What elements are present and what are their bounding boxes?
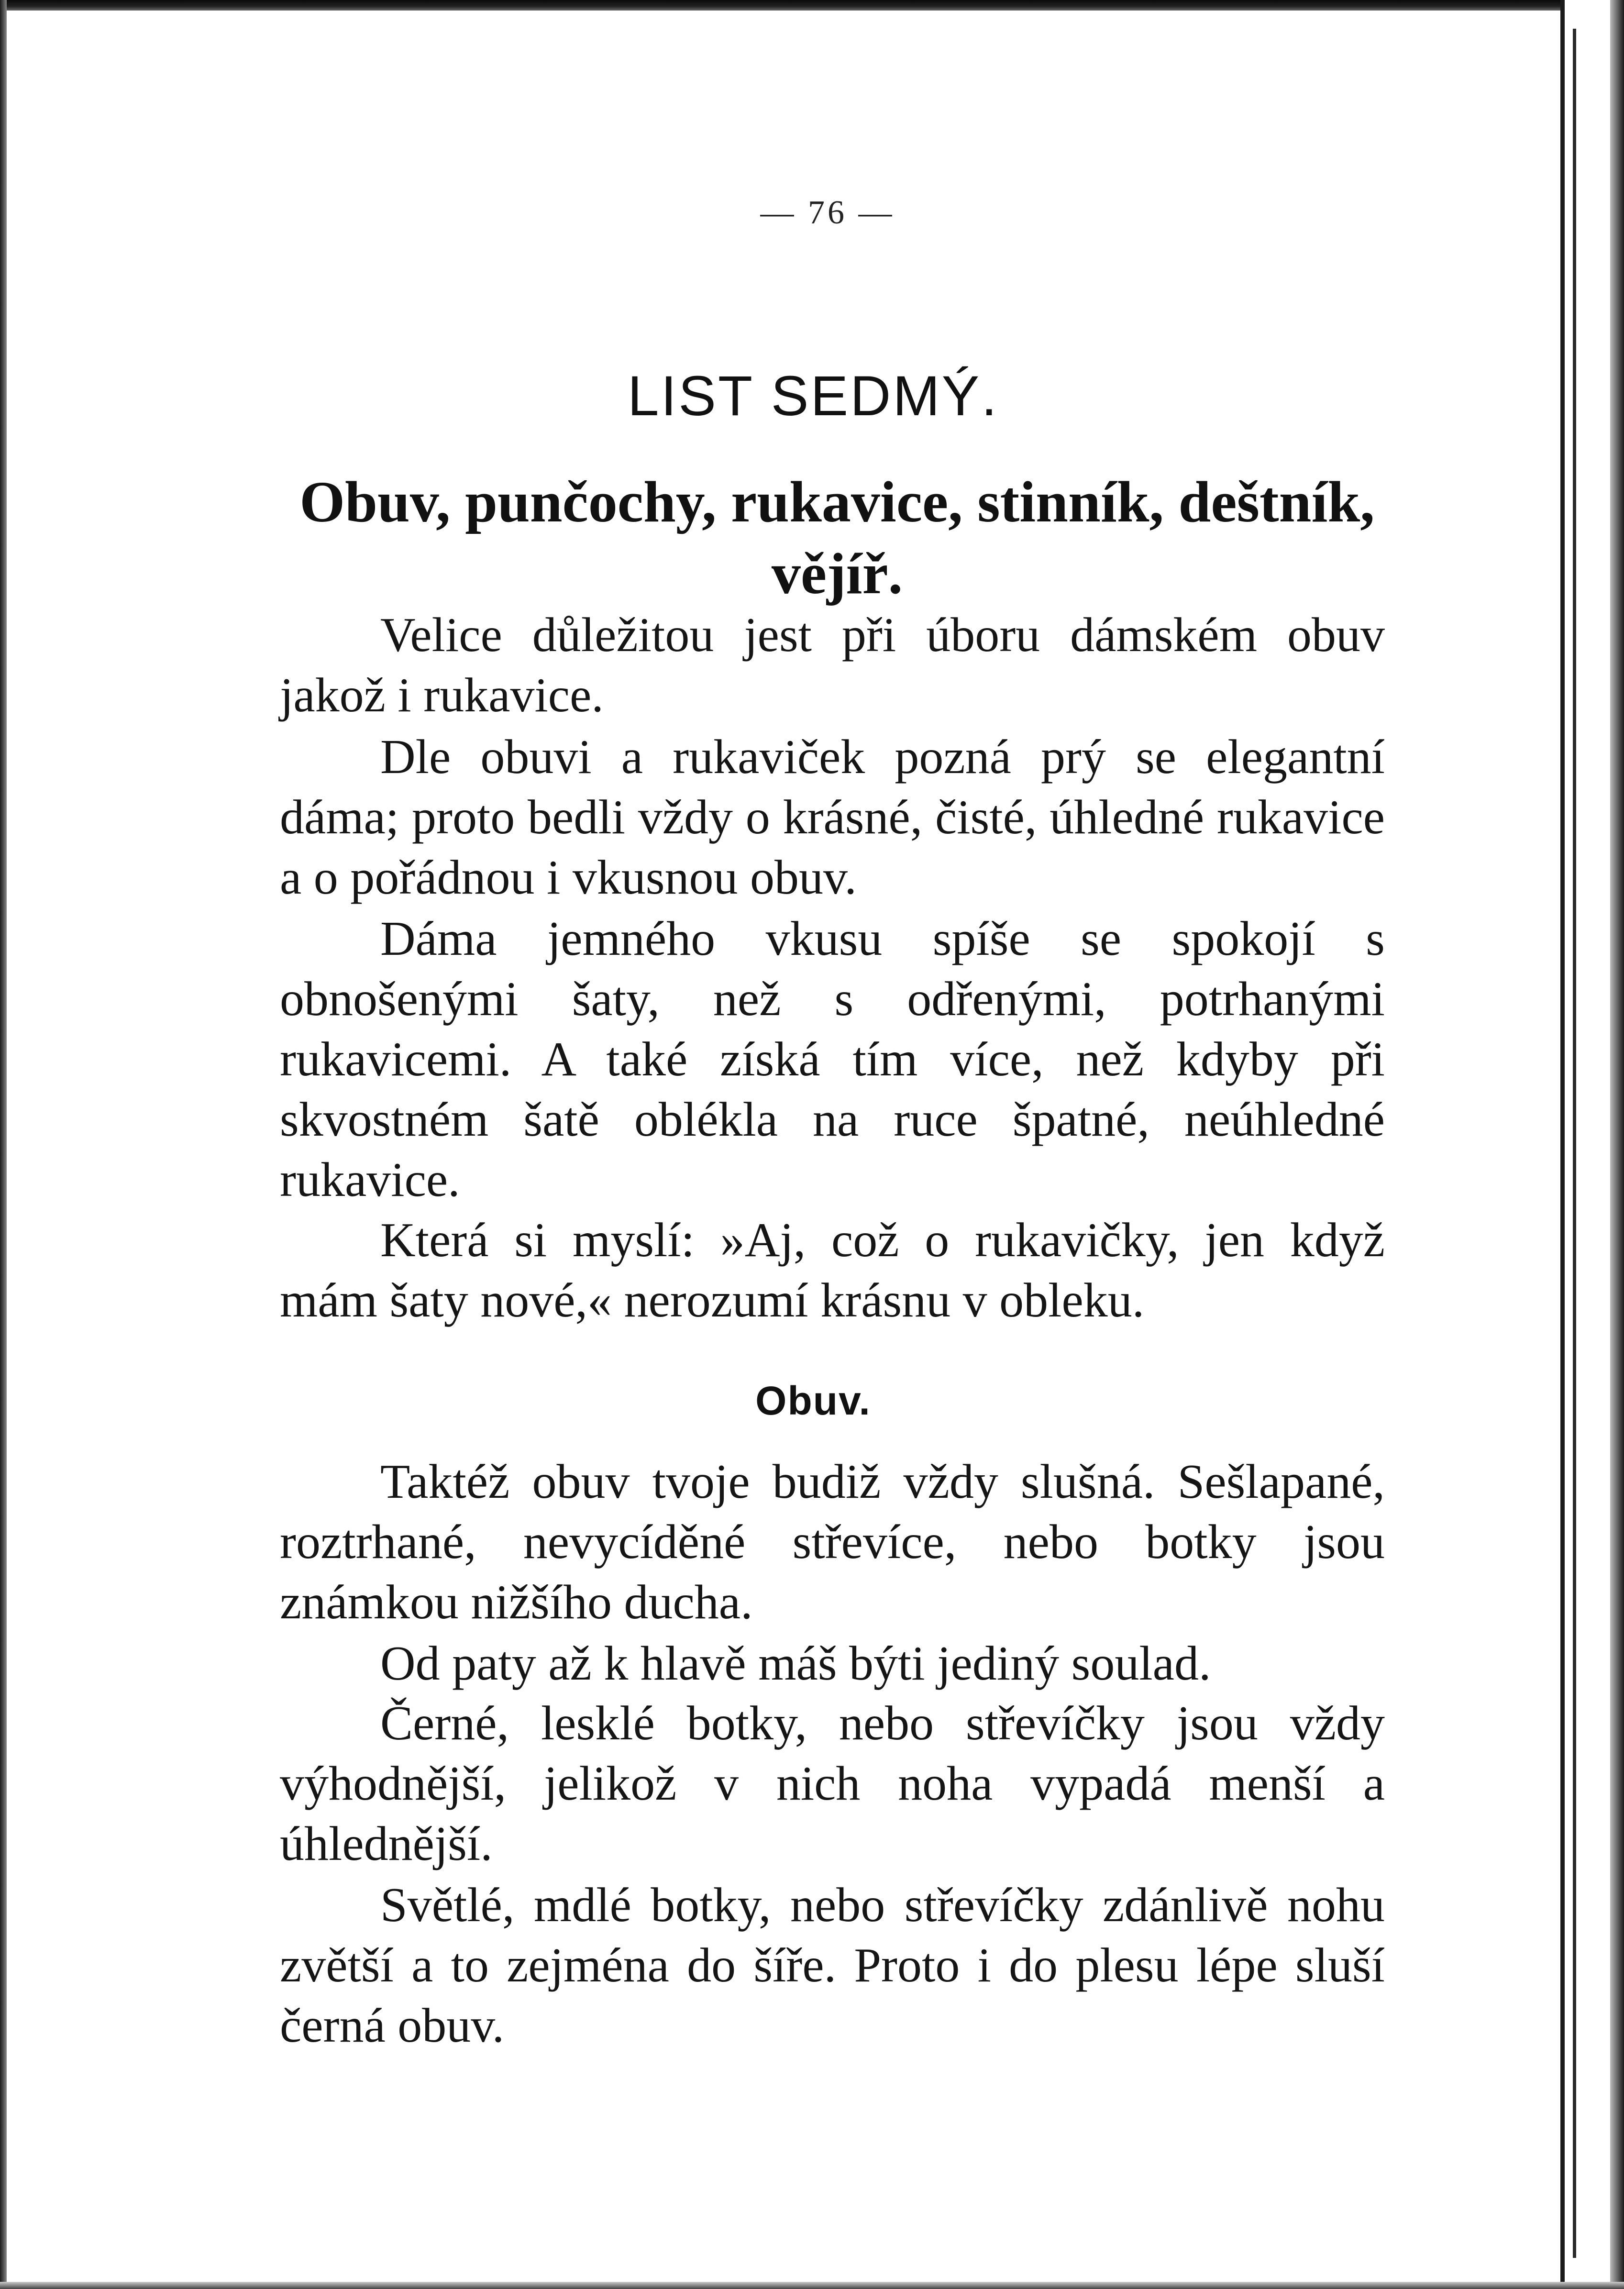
scan-edge-right-outer: [1610, 0, 1624, 2289]
paragraph: Od paty až k hlavě máš býti jediný soulad.: [380, 1637, 1211, 1691]
paragraph: Černé, lesklé botky, nebo střevíčky jsou vždy výhodnější, jelikož v nich noha vypadá menší a úhlednější.: [280, 1696, 1385, 1871]
paragraph: Dáma jemného vkusu spíše se spokojí s obnošenými šaty, než s odřenými, potrhanými rukavicemi. A také získá tím více, než kdyby při skvostném šatě oblékla na ruce špatné, neúhledné rukavice.: [280, 912, 1385, 1207]
section-heading: Obuv.: [755, 1378, 871, 1423]
scan-edge-top: [0, 0, 1624, 11]
chapter-heading: LIST SEDMÝ.: [627, 365, 999, 428]
paragraph: Světlé, mdlé botky, nebo střevíčky zdánlivě nohu zvětší a to zejména do šíře. Proto i do plesu lépe sluší černá obuv.: [280, 1878, 1385, 2053]
paragraph: Dle obuvi a rukaviček pozná prý se elegantní dáma; proto bedli vždy o krásné, čisté, úhledné rukavice a o pořádnou i vkusnou obuv.: [280, 730, 1385, 905]
scan-edge-right-line: [1573, 29, 1576, 2258]
chapter-subtitle: Obuv, punčochy, rukavice, stinník, deštník, vějíř.: [299, 470, 1375, 606]
paragraph: Velice důležitou jest při úboru dámském obuv jakož i rukavice.: [280, 608, 1385, 722]
page-number: — 76 —: [760, 194, 895, 231]
scan-edge-bottom: [0, 2282, 1624, 2289]
paragraph: Která si myslí: »Aj, což o rukavičky, jen když mám šaty nové,« nerozumí krásnu v obleku.: [280, 1213, 1385, 1327]
paragraph: Taktéž obuv tvoje budiž vždy slušná. Sešlapané, roztrhané, nevycíděné střevíce, nebo botky jsou známkou nižšího ducha.: [280, 1455, 1385, 1629]
scan-edge-left: [0, 0, 7, 2289]
